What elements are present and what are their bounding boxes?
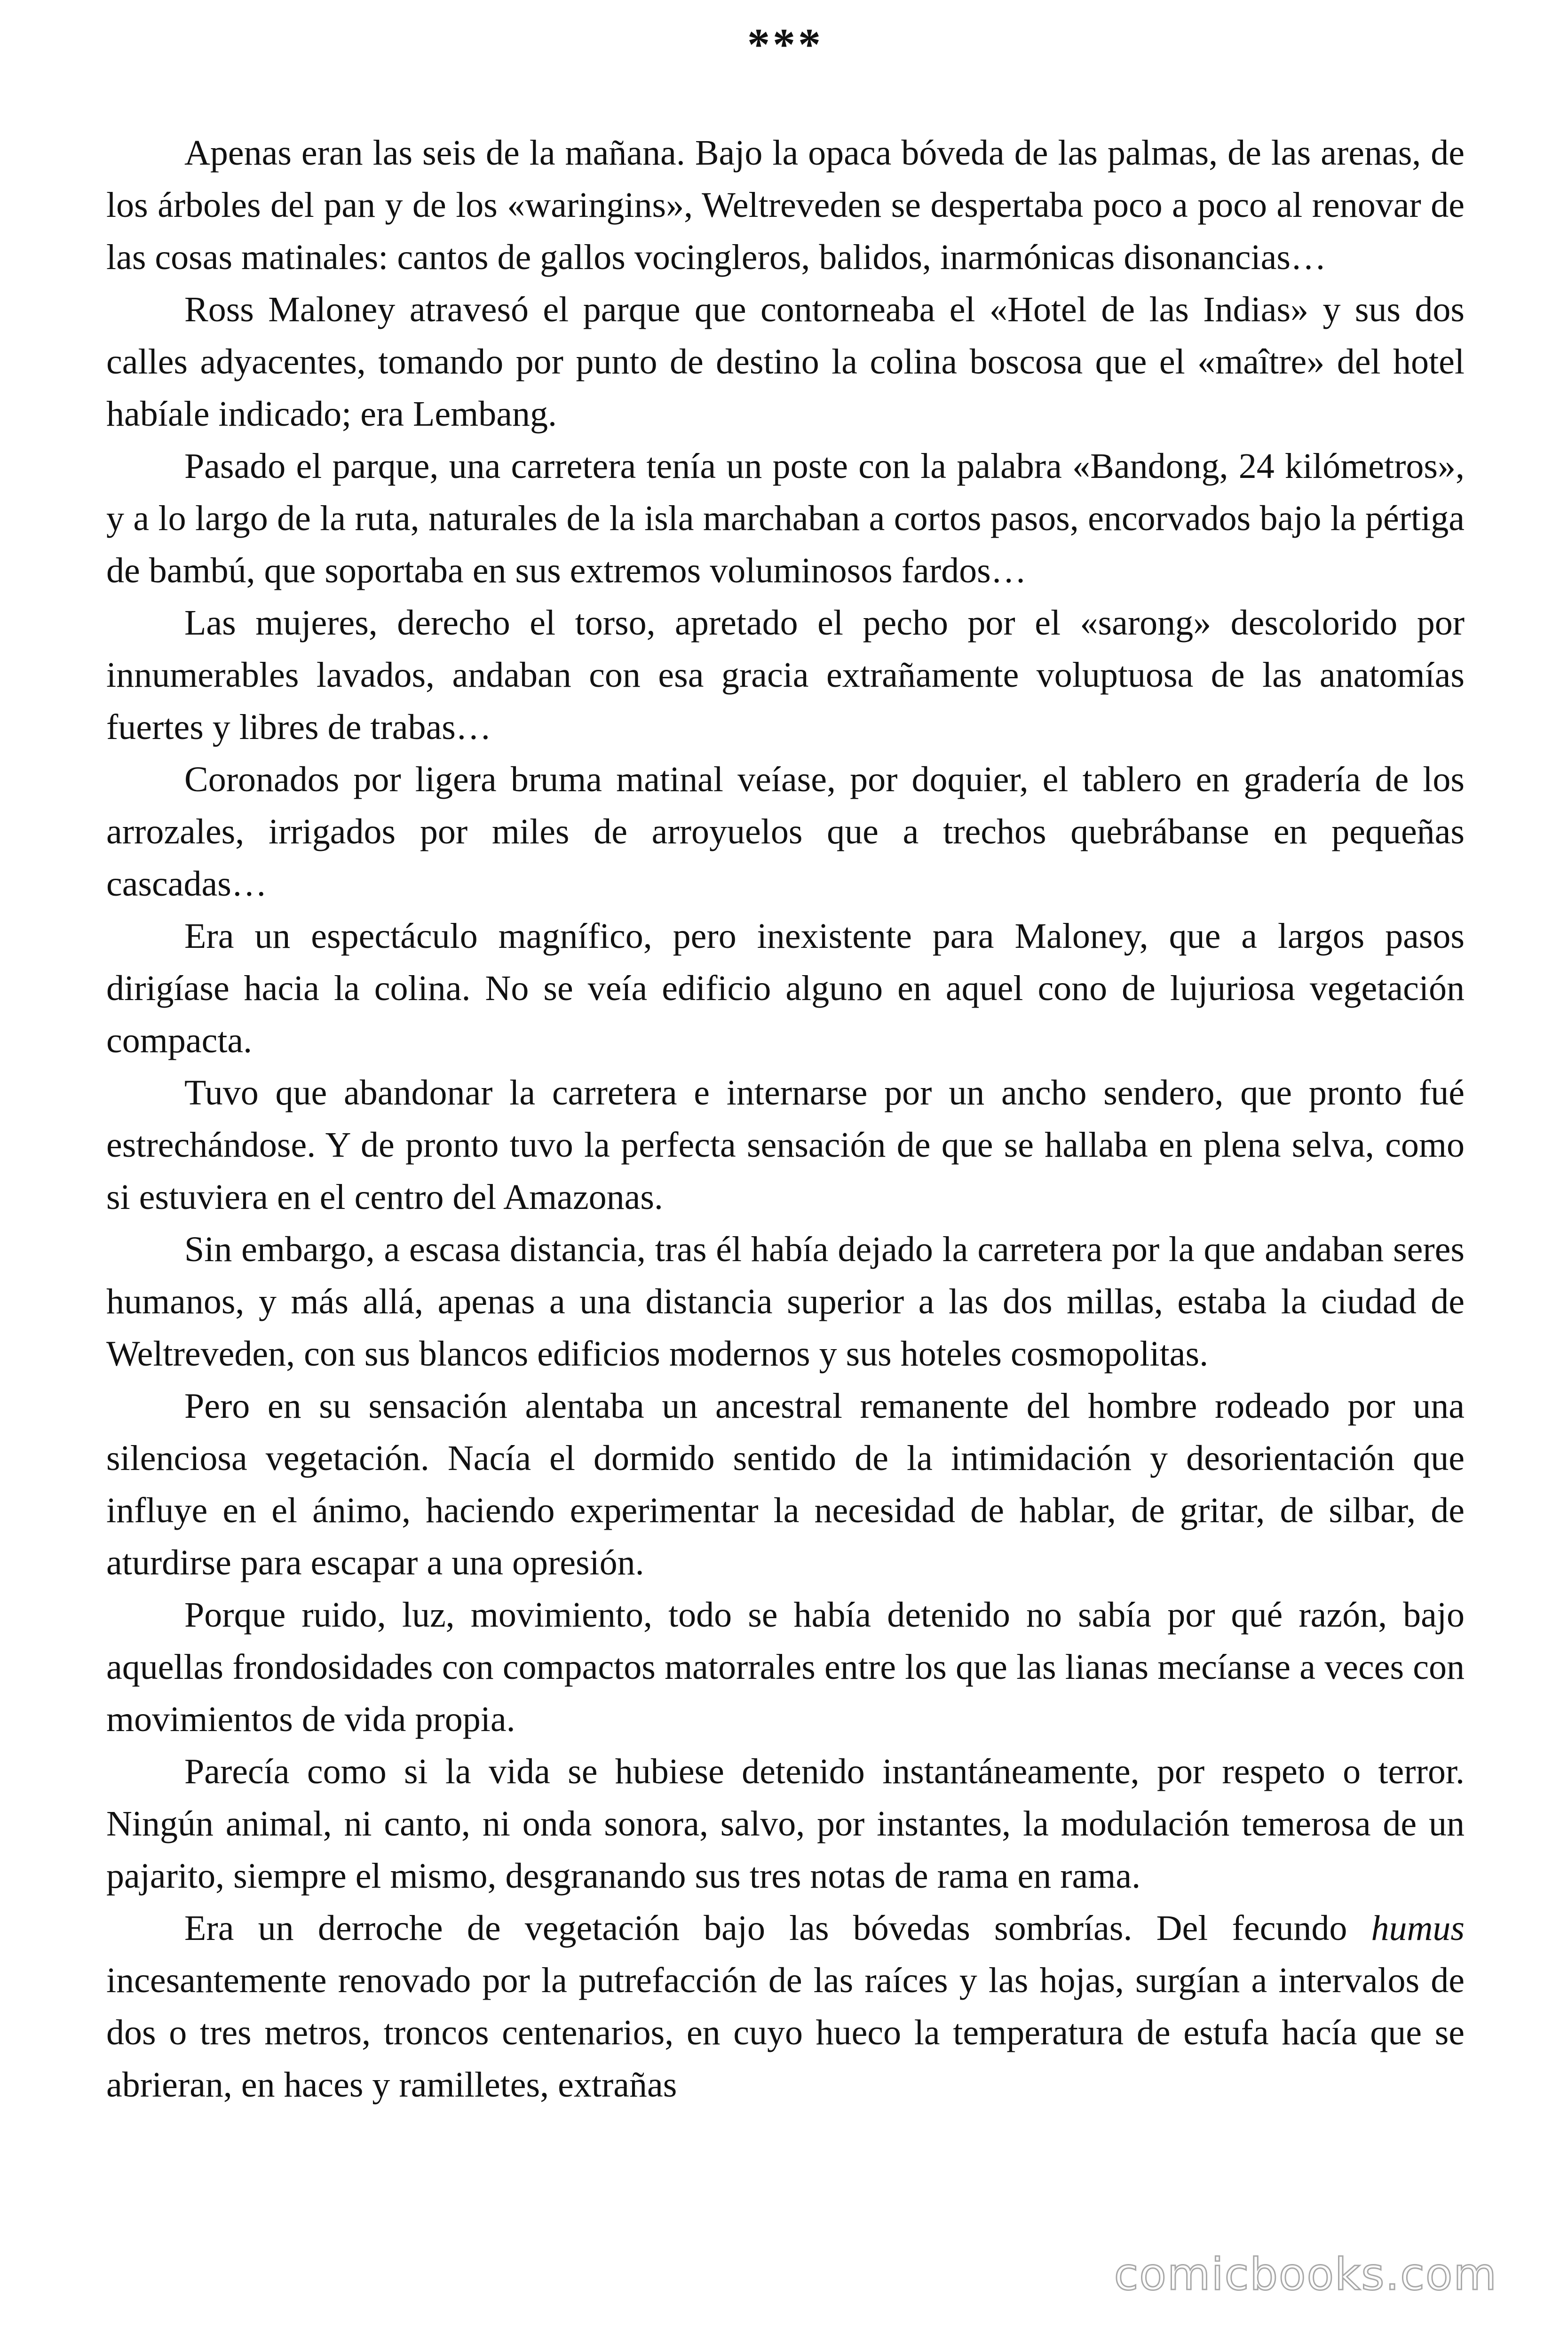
paragraph-12-part-1: Era un derroche de vegetación bajo las bóvedas sombrías. Del fecundo bbox=[184, 1908, 1371, 1948]
paragraph-5: Coronados por ligera bruma matinal veíase, por doquier, el tablero en gradería de los arrozales, irrigados por miles de arroyuelos que a trechos quebrábanse en pequeñas cascadas… bbox=[106, 760, 1465, 904]
paragraph-1: Apenas eran las seis de la mañana. Bajo la opaca bóveda de las palmas, de las arenas, de los árboles del pan y de los «waringins», Weltreveden se despertaba poco a poco al renovar de las cosas matinales: cantos de gallos vocingleros, balidos, inarmónicas disonancias… bbox=[106, 133, 1465, 277]
paragraph-9: Pero en su sensación alentaba un ancestral remanente del hombre rodeado por una silenciosa vegetación. Nacía el dormido sentido de la intimidación y desorientación que influye en el ánimo, haciendo experimentar la necesidad de hablar, de gritar, de silbar, de aturdirse para escapar a una opresión. bbox=[106, 1386, 1465, 1582]
paragraph-11: Parecía como si la vida se hubiese detenido instantáneamente, por respeto o terror. Ningún animal, ni canto, ni onda sonora, salvo, por instantes, la modulación temerosa de un pajarito, siempre el mismo, desgranando sus tres notas de rama en rama. bbox=[106, 1752, 1465, 1896]
paragraph-10: Porque ruido, luz, movimiento, todo se había detenido no sabía por qué razón, bajo aquellas frondosidades con compactos matorrales entre los que las lianas mecíanse a veces con movimientos de vida propia. bbox=[106, 1595, 1465, 1739]
paragraph-8: Sin embargo, a escasa distancia, tras él había dejado la carretera por la que andaban seres humanos, y más allá, apenas a una distancia superior a las dos millas, estaba la ciudad de Weltreveden, con sus blancos edificios modernos y sus hoteles cosmopolitas. bbox=[106, 1230, 1465, 1374]
page-content bbox=[106, 19, 1465, 2111]
site-watermark: comicbooks.com bbox=[1114, 2249, 1497, 2300]
paragraph-12-part-2: incesantemente renovado por la putrefacción de las raíces y las hojas, surgían a intervalos de dos o tres metros, troncos centenarios, en cuyo hueco la temperatura de estufa hacía que se abrieran, en haces y ramilletes, extrañas bbox=[106, 1961, 1465, 2105]
section-separator: *** bbox=[747, 19, 824, 70]
paragraph-12 bbox=[106, 1902, 1465, 2111]
paragraph-12-italic-term: humus bbox=[1371, 1908, 1465, 1948]
paragraph-4: Las mujeres, derecho el torso, apretado el pecho por el «sarong» descolorido por innumerables lavados, andaban con esa gracia extrañamente voluptuosa de las anatomías fuertes y libres de trabas… bbox=[106, 603, 1465, 747]
paragraph-6: Era un espectáculo magnífico, pero inexistente para Maloney, que a largos pasos dirigíase hacia la colina. No se veía edificio alguno en aquel cono de lujuriosa vegetación compacta. bbox=[106, 916, 1465, 1060]
paragraph-2: Ross Maloney atravesó el parque que contorneaba el «Hotel de las Indias» y sus dos calles adyacentes, tomando por punto de destino la colina boscosa que el «maître» del hotel habíale indicado; era Lembang. bbox=[106, 290, 1465, 434]
paragraph-3: Pasado el parque, una carretera tenía un poste con la palabra «Bandong, 24 kilómetros», y a lo largo de la ruta, naturales de la isla marchaban a cortos pasos, encorvados bajo la pértiga de bambú, que soportaba en sus extremos voluminosos fardos… bbox=[106, 446, 1465, 590]
paragraph-7: Tuvo que abandonar la carretera e internarse por un ancho sendero, que pronto fué estrechándose. Y de pronto tuvo la perfecta sensación de que se hallaba en plena selva, como si estuviera en el centro del Amazonas. bbox=[106, 1073, 1465, 1217]
